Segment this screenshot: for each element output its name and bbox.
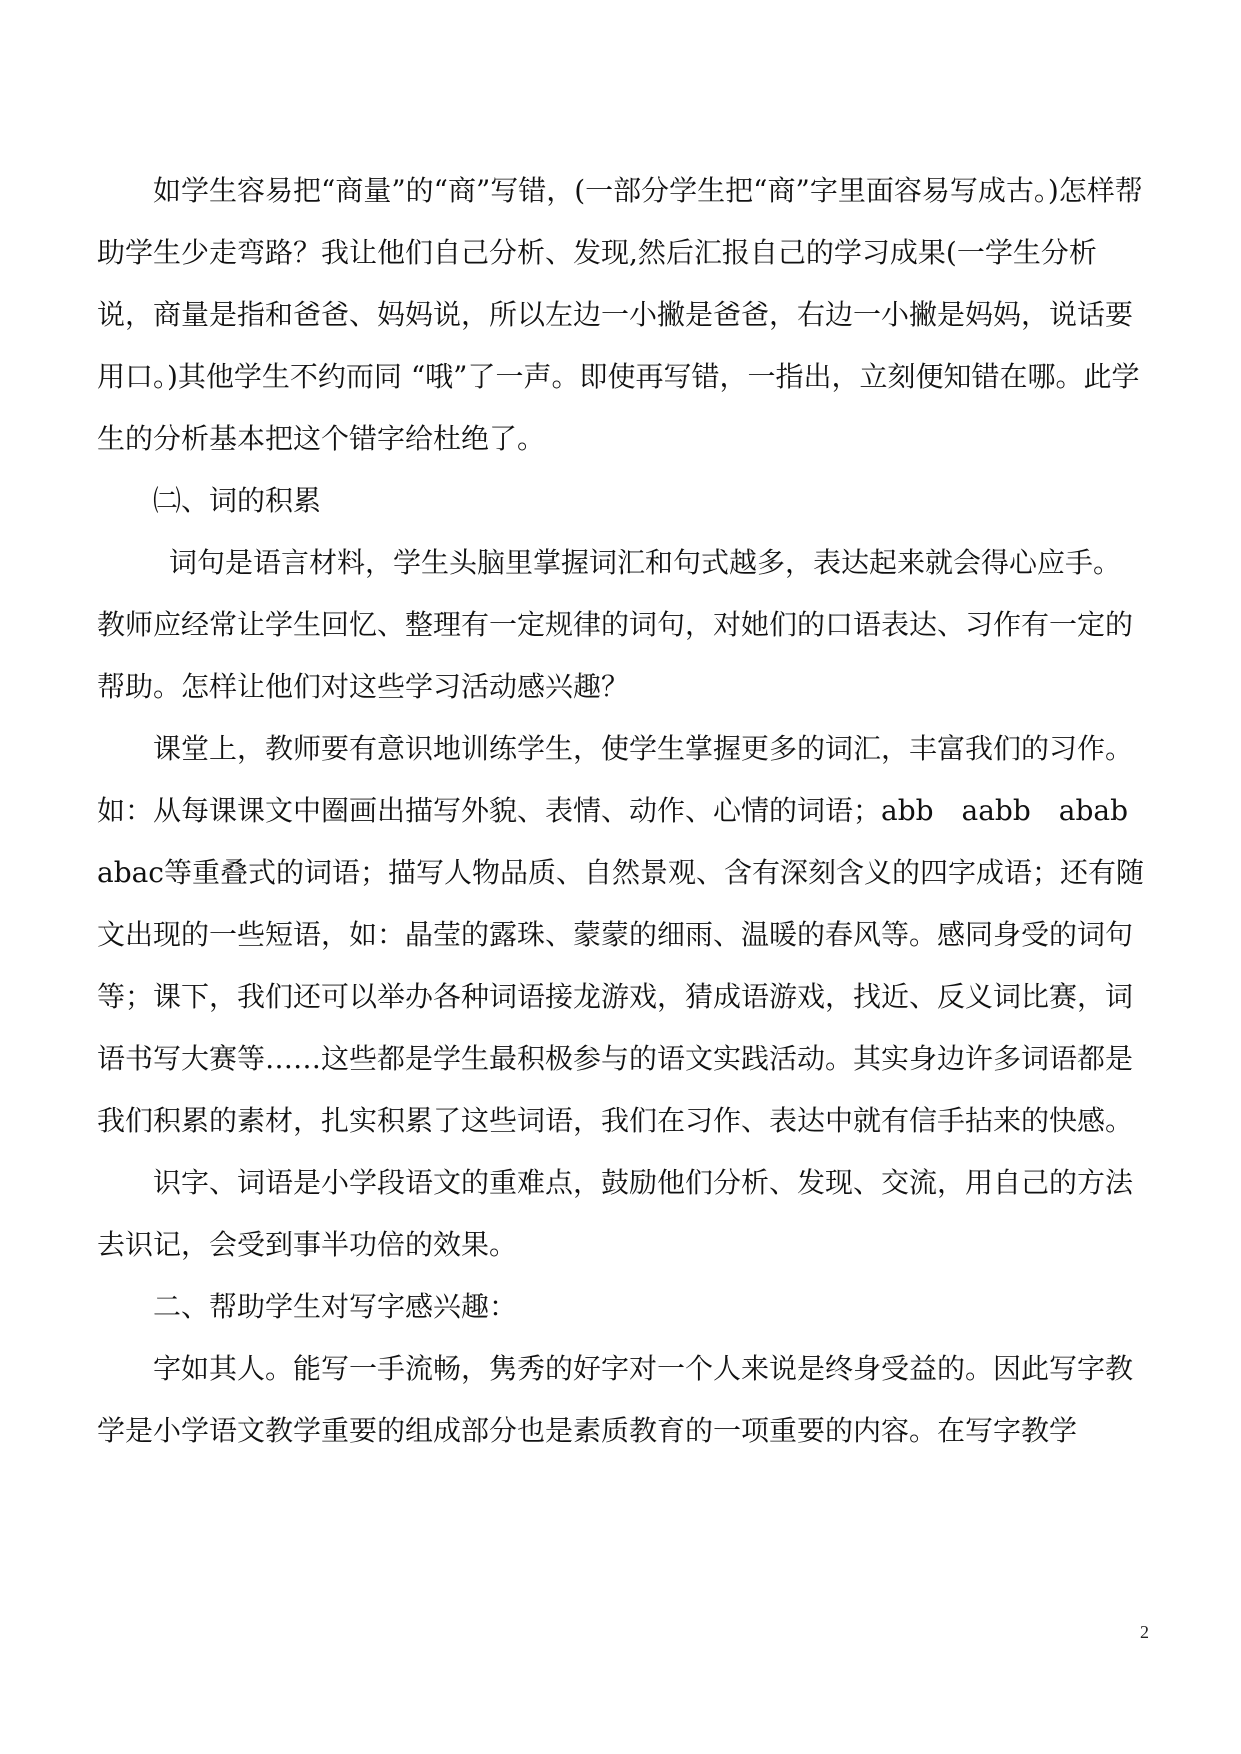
section-heading-writing-interest: 二、帮助学生对写字感兴趣：: [153, 1290, 518, 1323]
paragraph-literacy-summary: 识字、词语是小学段语文的重难点，鼓励他们分析、发现、交流，用自己的方法去识记，会受到事半功倍的效果。: [97, 1166, 1134, 1261]
paragraph-handwriting: 字如其人。能写一手流畅，隽秀的好字对一个人来说是终身受益的。因此写字教学是小学语文教学重要的组成部分也是素质教育的一项重要的内容。在写字教学: [97, 1352, 1134, 1447]
page-number: 2: [1140, 1622, 1149, 1642]
body-text: [97, 160, 1157, 1462]
paragraph-word-material: 词句是语言材料，学生头脑里掌握词汇和句式越多，表达起来就会得心应手。教师应经常让学生回忆、整理有一定规律的词句，对她们的口语表达、习作有一定的帮助。怎样让他们对这些学习活动感兴趣？: [97, 546, 1134, 703]
section-heading-word-accumulation: ㈡、词的积累: [153, 484, 322, 517]
paragraph-shang-example: 如学生容易把“商量”的“商”写错，(一部分学生把“商”字里面容易写成古。)怎样帮助学生少走弯路？我让他们自己分析、发现,然后汇报自己的学习成果(一学生分析说，商量是指和爸爸、妈妈说，所以左边一小撇是爸爸，右边一小撇是妈妈，说话要用口。)其他学生不约而同 “哦”了一声。即使再写错，一指出，立刻便知错在哪。此学生的分析基本把这个错字给杜绝了。: [97, 174, 1143, 455]
paragraph-classroom-training: 课堂上，教师要有意识地训练学生，使学生掌握更多的词汇，丰富我们的习作。如：从每课课文中圈画出描写外貌、表情、动作、心情的词语；abb aabb abab abac等重叠式的词语；描写人物品质、自然景观、含有深刻含义的四字成语；还有随文出现的一些短语，如：晶莹的露珠、蒙蒙的细雨、温暖的春风等。感同身受的词句等；课下，我们还可以举办各种词语接龙游戏，猜成语游戏，找近、反义词比赛，词语书写大赛等……这些都是学生最积极参与的语文实践活动。其实身边许多词语都是我们积累的素材，扎实积累了这些词语，我们在习作、表达中就有信手拈来的快感。: [97, 732, 1157, 1137]
